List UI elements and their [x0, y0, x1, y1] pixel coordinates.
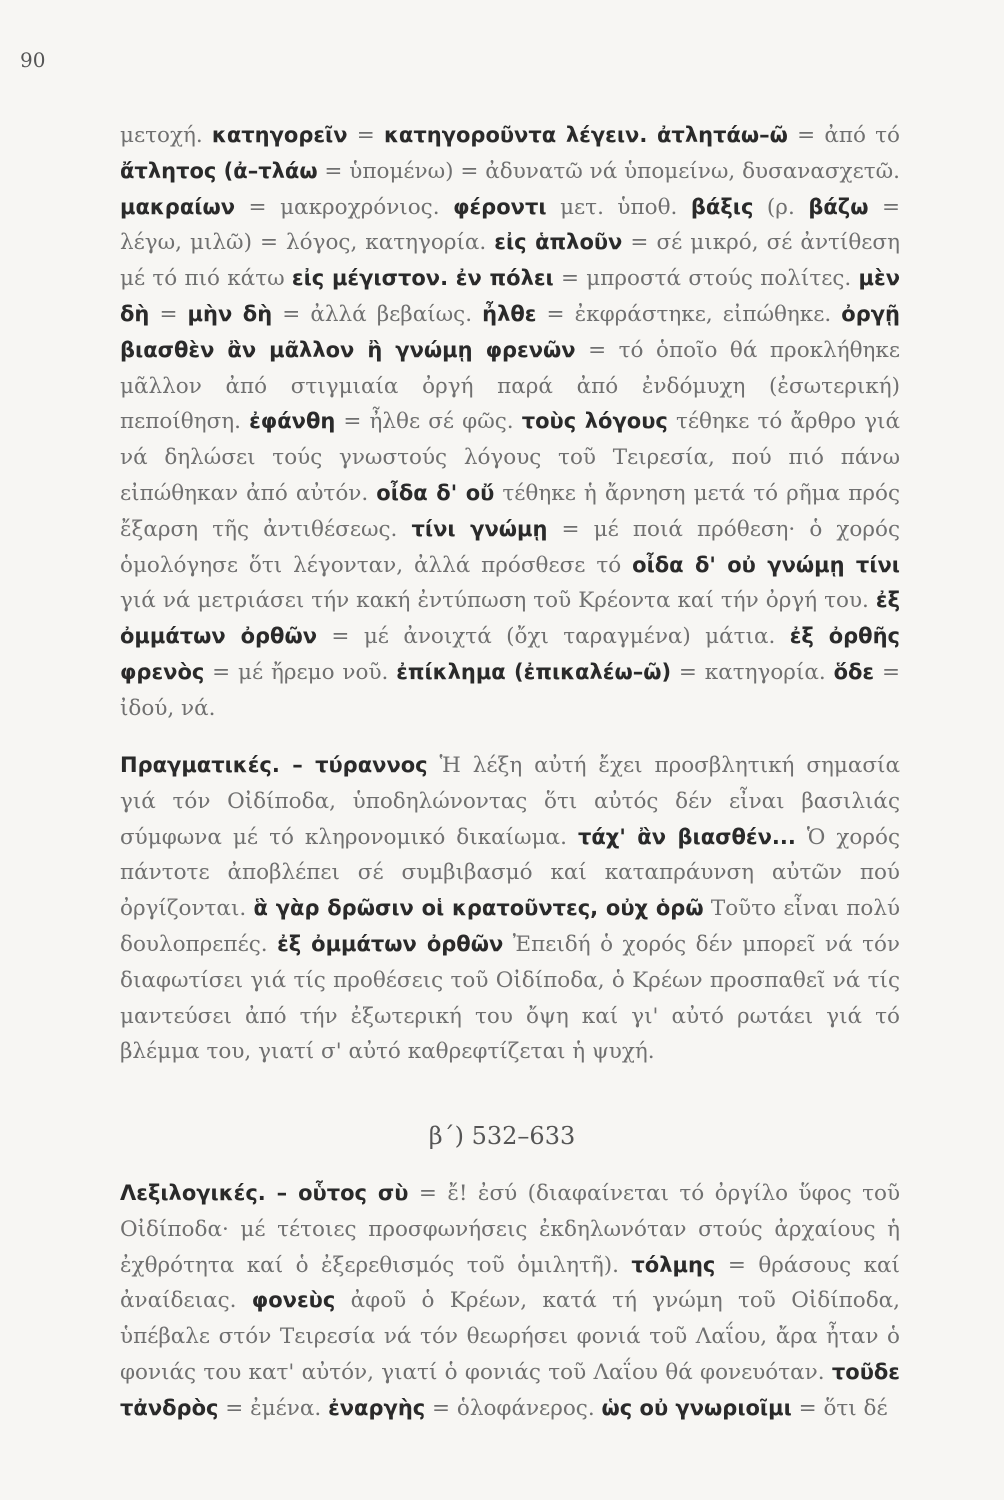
section-heading: β΄) 532–633 [428, 1122, 576, 1150]
text-run: = ὑπομένω) = ἀδυνατῶ νά ὑπομείνω, δυσανασχετῶ. [317, 158, 900, 184]
text-run: = κατηγορία. [671, 659, 834, 685]
factual-notes-paragraph [120, 748, 900, 1070]
bold-term: μὴν δὴ [187, 301, 273, 326]
bold-term: ὡς οὐ γνωριοῖμι [601, 1395, 792, 1420]
text-run: = ὁλοφάνερος. [425, 1395, 602, 1421]
text-run: Τοῦτο εἶναι πολύ δουλοπρεπές. [120, 896, 901, 957]
text-run: Ὁ χορός πάντοτε ἀποβλέπει σέ συμβιβασμό καί καταπράυνση αὐτῶν πού ὀργίζονται. [120, 824, 900, 922]
bold-term: εἰς ἁπλοῦν [494, 230, 623, 255]
glossary-paragraph [120, 118, 900, 727]
bold-term: οἶδα δ' οὐ γνώμῃ τίνι [632, 552, 900, 577]
text-run: = ὅτι δέ [791, 1395, 888, 1421]
text-run: μετ. ὑποθ. [546, 194, 691, 220]
bold-term: φονεὺς [251, 1288, 336, 1313]
bold-term: κατηγοροῦντα λέγειν. ἀτλητάω–ῶ [383, 123, 788, 147]
text-run: (ρ. [753, 194, 809, 220]
text-run: = ἀλλά βεβαίως. [272, 301, 483, 327]
text-run: = [149, 301, 188, 327]
bold-term: οἶδα δ' οὔ [376, 480, 495, 505]
page-number: 90 [20, 48, 46, 72]
bold-term: ὀργῇ βιασθὲν ἂν μᾶλλον ἢ γνώμῃ φρενῶν [120, 301, 901, 362]
text-run: Ἡ λέξη αὐτή ἔχει προσβλητική σημασία γιά τόν Οἰδίποδα, ὑποδηλώνοντας ὅτι αὐτός δέν εἶναι βασιλιάς σύμφωνα μέ τό κληρονομικό δικαίωμα. [120, 753, 900, 850]
text-run: τέθηκε τό ἄρθρο γιά νά δηλώσει τούς γνωστούς λόγους τοῦ Τειρεσία, πού πιό πάνω εἰπώθηκαν ἀπό αὐτόν. [120, 409, 900, 506]
text-run: = ἦλθε σέ φῶς. [335, 409, 522, 435]
text-run: = ἔ! ἐσύ (διαφαίνεται τό ὀργίλο ὕφος τοῦ Οἰδίποδα· μέ τέτοιες προσφωνήσεις ἐκδηλωνόταν στούς ἀρχαίους ἡ ἐχθρότητα καί ὁ ἐξερεθισμός τοῦ ὁμιλητῆ). [120, 1181, 901, 1278]
bold-term: ἐναργὴς [328, 1395, 426, 1420]
bold-term: ἐξ ὀμμάτων ὀρθῶν [120, 588, 900, 649]
bold-term: ἦλθε [482, 301, 537, 326]
bold-term: Πραγματικές. – τύραννος [120, 753, 428, 777]
text-run: = τό ὁποῖο θά προκλήθηκε μᾶλλον ἀπό στιγμιαία ὀργή παρά ἀπό ἐνδόμυχη (ἐσωτερική) πεποίθηση. [120, 337, 900, 435]
text-run: = μακροχρόνιος. [235, 194, 454, 220]
bold-term: βάξις [690, 194, 754, 219]
bold-term: μὲν δὴ [120, 266, 900, 326]
lexical-notes-paragraph [120, 1176, 900, 1427]
text-run: γιά νά μετριάσει τήν κακή ἐντύπωση τοῦ Κρέοντα καί τήν ὀργή του. [120, 588, 876, 614]
bold-term: ἄτλητος (ἀ–τλάω [120, 158, 318, 183]
bold-term: τίνι γνώμῃ [411, 516, 548, 541]
text-run: = [347, 123, 384, 148]
text-run: = θράσους καί ἀναίδειας. [120, 1252, 900, 1314]
bold-term: τοῦδε τἀνδρὸς [120, 1359, 900, 1420]
text-run: = ἐμένα. [218, 1395, 329, 1421]
text-run: = μέ ἀνοιχτά (ὄχι ταραγμένα) μάτια. [317, 624, 790, 650]
bold-term: ἐξ ὀρθῆς φρενὸς [120, 624, 900, 684]
bold-term: ἐπίκλημα (ἐπικαλέω–ῶ) [396, 659, 672, 684]
text-run: = λέγω, μιλῶ) = λόγος, κατηγορία. [120, 194, 900, 256]
text-run: Ἐπειδή ὁ χορός δέν μπορεῖ νά τόν διαφωτίσει γιά τίς προθέσεις τοῦ Οἰδίποδα, ὁ Κρέων προσπαθεῖ νά τίς μαντεύσει ἀπό τήν ἐξωτερική του ὄψη καί γι' αὐτό ρωτάει γιά τό βλέμμα του, γιατί σ' αὐτό καθρεφτίζεται ἡ ψυχή. [120, 931, 900, 1065]
bold-term: τόλμης [631, 1252, 716, 1277]
text-run: = μπροστά στούς πολίτες. [553, 266, 859, 292]
text-run: τέθηκε ἡ ἄρνηση μετά τό ρῆμα πρός ἔξαρση τῆς ἀντιθέσεως. [120, 480, 900, 542]
bold-term: ἐξ ὀμμάτων ὀρθῶν [277, 931, 504, 956]
bold-term: μακραίων [120, 194, 235, 219]
bold-term: βάζω [808, 194, 869, 219]
bold-term: τοὺς λόγους [521, 409, 668, 434]
bold-term: Λεξιλογικές. – οὗτος σὺ [120, 1181, 409, 1205]
bold-term: ἐφάνθη [249, 409, 336, 434]
bold-term: ἃ γὰρ δρῶσιν οἱ κρατοῦντες, οὐχ ὁρῶ [253, 896, 704, 921]
text-run: = ἀπό τό [787, 123, 900, 148]
text-run: = μέ ἤρεμο νοῦ. [204, 659, 397, 685]
text-run: μετοχή. [120, 123, 212, 148]
bold-term: εἰς μέγιστον. ἐν πόλει [291, 266, 554, 291]
bold-term: φέροντι [453, 194, 547, 219]
text-run: = ἰδού, νά. [120, 659, 900, 721]
text-run: ἀφοῦ ὁ Κρέων, κατά τή γνώμη τοῦ Οἰδίποδα, ὑπέβαλε στόν Τειρεσία νά τόν θεωρήσει φονιά τοῦ Λαΐου, ἄρα ἦταν ὁ φονιάς του κατ' αὐτόν, γιατί ὁ φονιάς τοῦ Λαΐου θά φονευόταν. [120, 1288, 900, 1385]
bold-term: κατηγορεῖν [211, 123, 348, 147]
text-run: = ἐκφράστηκε, εἰπώθηκε. [536, 301, 842, 327]
text-run: = σέ μικρό, σέ ἀντίθεση μέ τό πιό κάτω [120, 230, 900, 292]
text-run: = μέ ποιά πρόθεση· ὁ χορός ὁμολόγησε ὅτι λέγονταν, ἀλλά πρόσθεσε τό [120, 516, 900, 578]
bold-term: ὅδε [833, 659, 875, 684]
bold-term: τάχ' ἂν βιασθέν... [577, 824, 796, 849]
